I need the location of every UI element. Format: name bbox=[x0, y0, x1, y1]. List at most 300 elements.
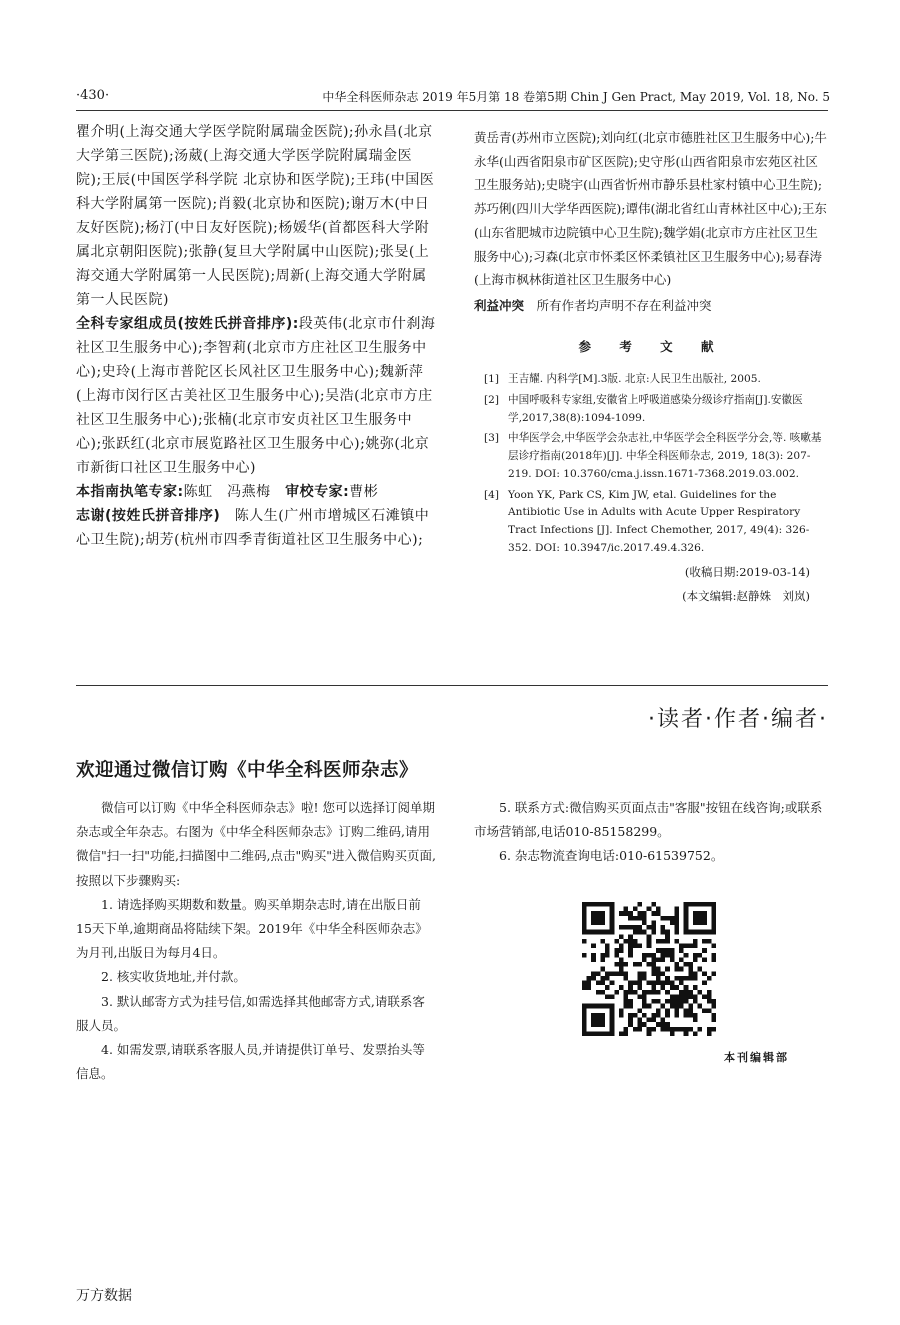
ad-step-4: 4. 如需发票,请联系客服人员,并请提供订单号、发票抬头等信息。 bbox=[76, 1042, 425, 1082]
qr-module bbox=[605, 971, 610, 976]
qr-module bbox=[642, 930, 647, 935]
qr-module bbox=[596, 1022, 601, 1027]
qr-module bbox=[702, 948, 707, 953]
reference-item bbox=[474, 392, 830, 427]
page-number: ·430· bbox=[76, 88, 110, 103]
qr-module bbox=[684, 1027, 689, 1032]
qr-code[interactable] bbox=[582, 902, 716, 1036]
qr-module bbox=[661, 985, 666, 990]
acknowledgements-continued: 黄岳青(苏州市立医院);刘向红(北京市德胜社区卫生服务中心);牛永华(山西省阳泉市矿区医院);史守彤(山西省阳泉市宏苑区社区卫生服务站);史晓宇(山西省忻州市静乐县杜家村镇中心卫生院);苏巧俐(四川大学华西医院);谭伟(湖北省红山青林社区中心);王东(山东省肥城市边院镇中心卫生院);魏学娟(北京市方庄社区卫生服务中心);习森(北京市怀柔区怀柔镇社区卫生服务中心);易春涛(上海市枫林街道社区卫生服务中心) bbox=[474, 130, 827, 288]
qr-module bbox=[596, 902, 601, 907]
qr-module bbox=[656, 981, 661, 986]
qr-module bbox=[651, 1027, 656, 1032]
qr-module bbox=[670, 948, 675, 953]
qr-module bbox=[707, 976, 712, 981]
qr-module bbox=[674, 939, 679, 944]
qr-module bbox=[693, 1031, 698, 1036]
qr-module bbox=[628, 999, 633, 1004]
qr-module bbox=[679, 990, 684, 995]
qr-module bbox=[651, 957, 656, 962]
qr-module bbox=[684, 911, 689, 916]
qr-module bbox=[605, 1031, 610, 1036]
qr-module bbox=[619, 957, 624, 962]
qr-module bbox=[711, 971, 716, 976]
qr-module bbox=[637, 911, 642, 916]
qr-module bbox=[688, 962, 693, 967]
qr-module bbox=[596, 1031, 601, 1036]
qr-module bbox=[707, 990, 712, 995]
qr-module bbox=[610, 907, 615, 912]
qr-module bbox=[633, 925, 638, 930]
thanks-label: 志谢(按姓氏拼音排序) bbox=[76, 508, 221, 524]
qr-module bbox=[605, 902, 610, 907]
qr-module bbox=[684, 930, 689, 935]
qr-module bbox=[587, 981, 592, 986]
qr-module bbox=[651, 981, 656, 986]
authors-line bbox=[76, 480, 436, 504]
qr-module bbox=[591, 1004, 596, 1009]
qr-module bbox=[707, 902, 712, 907]
qr-module bbox=[670, 953, 675, 958]
qr-module bbox=[661, 939, 666, 944]
qr-module bbox=[619, 1008, 624, 1013]
qr-module bbox=[656, 1013, 661, 1018]
qr-module bbox=[642, 1013, 647, 1018]
qr-module bbox=[591, 957, 596, 962]
qr-module bbox=[688, 1004, 693, 1009]
qr-module bbox=[679, 944, 684, 949]
qr-module bbox=[600, 930, 605, 935]
qr-module bbox=[637, 962, 642, 967]
qr-module bbox=[707, 999, 712, 1004]
qr-module bbox=[670, 1031, 675, 1036]
qr-module bbox=[596, 990, 601, 995]
qr-module bbox=[684, 953, 689, 958]
qr-module bbox=[698, 990, 703, 995]
qr-module bbox=[702, 971, 707, 976]
qr-module bbox=[605, 994, 610, 999]
qr-module bbox=[688, 902, 693, 907]
reference-text: Yoon YK, Park CS, Kim JW, etal. Guidelines for the Antibiotic Use in Adults with Acute Upper Respiratory Tract Infections [J]. Infect Chemother, 2017, 49(4): 326-352. DOI: 10.3947/ic.2017.49.4.326. bbox=[508, 488, 810, 554]
qr-module bbox=[605, 1004, 610, 1009]
qr-module bbox=[665, 953, 670, 958]
qr-module bbox=[610, 930, 615, 935]
qr-module bbox=[605, 953, 610, 958]
qr-module bbox=[647, 939, 652, 944]
qr-module bbox=[661, 957, 666, 962]
qr-module bbox=[684, 962, 689, 967]
qr-module bbox=[624, 1027, 629, 1032]
qr-module bbox=[684, 920, 689, 925]
qr-module bbox=[711, 930, 716, 935]
qr-module bbox=[619, 911, 624, 916]
qr-module bbox=[637, 971, 642, 976]
qr-module bbox=[582, 1004, 587, 1009]
qr-module bbox=[711, 1004, 716, 1009]
qr-module bbox=[693, 971, 698, 976]
qr-module bbox=[656, 976, 661, 981]
qr-module bbox=[647, 1031, 652, 1036]
gp-expert-group bbox=[76, 312, 436, 480]
ad-step-3: 3. 默认邮寄方式为挂号信,如需选择其他邮寄方式,请联系客服人员。 bbox=[76, 993, 425, 1033]
qr-module bbox=[651, 925, 656, 930]
qr-module bbox=[665, 948, 670, 953]
reference-text: 王吉耀. 内科学[M].3版. 北京:人民卫生出版社, 2005. bbox=[508, 373, 761, 386]
thanks-text: 陈人生(广州市增城区石滩镇中心卫生院);胡芳(杭州市四季青街道社区卫生服务中心); bbox=[76, 508, 430, 548]
qr-module bbox=[633, 916, 638, 921]
qr-module bbox=[661, 1022, 666, 1027]
qr-module bbox=[698, 902, 703, 907]
qr-module bbox=[628, 981, 633, 986]
ad-title: 欢迎通过微信订购《中华全科医师杂志》 bbox=[76, 760, 419, 781]
qr-module bbox=[711, 999, 716, 1004]
qr-module bbox=[619, 944, 624, 949]
qr-module bbox=[610, 1031, 615, 1036]
qr-module bbox=[624, 999, 629, 1004]
references-title: 参 考 文 献 bbox=[578, 338, 726, 354]
qr-module bbox=[624, 976, 629, 981]
qr-module bbox=[637, 930, 642, 935]
qr-module bbox=[665, 916, 670, 921]
qr-module bbox=[624, 907, 629, 912]
qr-module bbox=[591, 1013, 596, 1018]
qr-module bbox=[619, 985, 624, 990]
qr-module bbox=[596, 1013, 601, 1018]
qr-module bbox=[693, 957, 698, 962]
qr-module bbox=[605, 976, 610, 981]
qr-module bbox=[628, 1018, 633, 1023]
gp-group-label: 全科专家组成员(按姓氏拼音排序): bbox=[76, 316, 299, 332]
left-column bbox=[76, 120, 436, 552]
reference-list bbox=[474, 371, 830, 557]
qr-module bbox=[670, 981, 675, 986]
qr-module bbox=[610, 902, 615, 907]
qr-module bbox=[661, 930, 666, 935]
qr-module bbox=[651, 1018, 656, 1023]
qr-module bbox=[582, 1008, 587, 1013]
qr-module bbox=[674, 907, 679, 912]
qr-module bbox=[600, 920, 605, 925]
reference-text: 中国呼吸科专家组,安徽省上呼吸道感染分级诊疗指南[J].安徽医学,2017,38(8):1094-1099. bbox=[508, 394, 803, 424]
qr-module bbox=[670, 1004, 675, 1009]
qr-module bbox=[651, 990, 656, 995]
qr-module bbox=[661, 948, 666, 953]
qr-module bbox=[628, 1022, 633, 1027]
qr-module bbox=[624, 990, 629, 995]
qr-module bbox=[633, 930, 638, 935]
qr-module bbox=[711, 1027, 716, 1032]
qr-module bbox=[619, 925, 624, 930]
qr-module bbox=[698, 967, 703, 972]
qr-module bbox=[647, 1018, 652, 1023]
qr-module bbox=[665, 1013, 670, 1018]
authors-label: 本指南执笔专家: bbox=[76, 484, 184, 500]
qr-module bbox=[656, 971, 661, 976]
qr-module bbox=[674, 1004, 679, 1009]
qr-module bbox=[698, 1004, 703, 1009]
qr-module bbox=[656, 957, 661, 962]
qr-module bbox=[656, 911, 661, 916]
qr-module bbox=[698, 930, 703, 935]
qr-module bbox=[591, 920, 596, 925]
qr-module bbox=[707, 939, 712, 944]
qr-module bbox=[651, 902, 656, 907]
qr-module bbox=[614, 990, 619, 995]
qr-module bbox=[628, 953, 633, 958]
qr-module bbox=[679, 948, 684, 953]
qr-module bbox=[614, 939, 619, 944]
qr-module bbox=[693, 994, 698, 999]
qr-module bbox=[596, 971, 601, 976]
qr-module bbox=[628, 985, 633, 990]
qr-module bbox=[693, 920, 698, 925]
qr-module bbox=[693, 944, 698, 949]
qr-module bbox=[651, 953, 656, 958]
qr-module bbox=[711, 944, 716, 949]
qr-module bbox=[628, 990, 633, 995]
qr-module bbox=[610, 1013, 615, 1018]
reference-number: [2] bbox=[484, 394, 500, 407]
qr-module bbox=[711, 902, 716, 907]
qr-module bbox=[651, 930, 656, 935]
qr-module bbox=[610, 911, 615, 916]
ad-step-2: 2. 核实收货地址,并付款。 bbox=[101, 969, 246, 985]
qr-module bbox=[702, 994, 707, 999]
reference-number: [4] bbox=[484, 488, 500, 501]
qr-module bbox=[628, 944, 633, 949]
qr-module bbox=[688, 1013, 693, 1018]
qr-module bbox=[642, 971, 647, 976]
page-header bbox=[0, 0, 900, 110]
qr-module bbox=[596, 930, 601, 935]
qr-module bbox=[684, 976, 689, 981]
qr-module bbox=[711, 925, 716, 930]
qr-module bbox=[596, 916, 601, 921]
qr-module bbox=[674, 1027, 679, 1032]
qr-module bbox=[684, 994, 689, 999]
conflict-of-interest bbox=[474, 294, 830, 318]
qr-module bbox=[661, 1018, 666, 1023]
qr-module bbox=[688, 1027, 693, 1032]
qr-module bbox=[628, 1004, 633, 1009]
qr-module bbox=[600, 981, 605, 986]
qr-module bbox=[688, 990, 693, 995]
qr-module bbox=[711, 953, 716, 958]
qr-module bbox=[661, 953, 666, 958]
qr-module bbox=[670, 920, 675, 925]
qr-module bbox=[651, 985, 656, 990]
qr-module bbox=[665, 939, 670, 944]
expert-members-continued: 瞿介明(上海交通大学医学院附属瑞金医院);孙永昌(北京大学第三医院);汤葳(上海交通大学医学院附属瑞金医院);王辰(中国医学科学院 北京协和医学院);王玮(中国医科大学附属第一医院);肖毅(北京协和医院);谢万木(中日友好医院);杨汀(中日友好医院);杨媛华(首都医科大学附属北京朝阳医院);张静(复旦大学附属中山医院);张旻(上海交通大学附属第一人民医院);周新(上海交通大学附属第一人民医院) bbox=[76, 124, 435, 308]
qr-module bbox=[637, 1027, 642, 1032]
reference-item bbox=[474, 430, 830, 483]
qr-module bbox=[711, 957, 716, 962]
ad-logistics-phone: 6. 杂志物流查询电话:010-61539752。 bbox=[499, 848, 724, 864]
qr-module bbox=[693, 953, 698, 958]
qr-module bbox=[614, 962, 619, 967]
coi-label: 利益冲突 bbox=[474, 297, 525, 313]
qr-module bbox=[674, 1013, 679, 1018]
qr-module bbox=[674, 911, 679, 916]
ad-contact: 5. 联系方式:微信购买页面点击"客服"按钮在线咨询;或联系市场营销部,电话010-85158299。 bbox=[474, 800, 823, 840]
qr-module bbox=[633, 944, 638, 949]
qr-module bbox=[637, 985, 642, 990]
acknowledgements bbox=[76, 504, 436, 552]
qr-module bbox=[693, 985, 698, 990]
gp-group-text: 段英伟(北京市什刹海社区卫生服务中心);李智莉(北京市方庄社区卫生服务中心);史玲(上海市普陀区长风社区卫生服务中心);魏新萍(上海市闵行区古美社区卫生服务中心);吴浩(北京市方庄社区卫生服务中心);张楠(北京市安贞社区卫生服务中心);张跃红(北京市展览路社区卫生服务中心);姚弥(北京市新街口社区卫生服务中心) bbox=[76, 316, 436, 476]
qr-module bbox=[647, 981, 652, 986]
qr-module bbox=[707, 930, 712, 935]
qr-module bbox=[688, 976, 693, 981]
qr-module bbox=[600, 916, 605, 921]
qr-module bbox=[674, 967, 679, 972]
qr-module bbox=[647, 907, 652, 912]
qr-module bbox=[628, 948, 633, 953]
qr-module bbox=[596, 981, 601, 986]
qr-module bbox=[587, 930, 592, 935]
qr-module bbox=[614, 953, 619, 958]
qr-module bbox=[693, 911, 698, 916]
article-editors: (本文编辑:赵静姝 刘岚) bbox=[682, 589, 810, 604]
qr-module bbox=[702, 930, 707, 935]
qr-module bbox=[591, 976, 596, 981]
qr-module bbox=[600, 990, 605, 995]
qr-module bbox=[582, 939, 587, 944]
reviewer-label: 审校专家: bbox=[285, 484, 350, 500]
qr-module bbox=[582, 930, 587, 935]
qr-module bbox=[665, 981, 670, 986]
qr-module bbox=[637, 994, 642, 999]
qr-module bbox=[582, 916, 587, 921]
qr-module bbox=[591, 930, 596, 935]
qr-module bbox=[600, 953, 605, 958]
qr-module bbox=[684, 902, 689, 907]
qr-module bbox=[628, 925, 633, 930]
qr-module bbox=[637, 1022, 642, 1027]
qr-module bbox=[647, 944, 652, 949]
qr-module bbox=[610, 916, 615, 921]
qr-module bbox=[684, 1013, 689, 1018]
qr-module bbox=[619, 1013, 624, 1018]
qr-module bbox=[665, 967, 670, 972]
qr-module bbox=[656, 939, 661, 944]
qr-module bbox=[610, 971, 615, 976]
journal-running-header: 中华全科医师杂志 2019 年5月第 18 卷第5期 Chin J Gen Pract, May 2019, Vol. 18, No. 5 bbox=[322, 90, 830, 104]
qr-module bbox=[633, 939, 638, 944]
qr-module bbox=[665, 1022, 670, 1027]
qr-module bbox=[628, 916, 633, 921]
qr-module bbox=[600, 902, 605, 907]
qr-module bbox=[600, 939, 605, 944]
qr-module bbox=[587, 985, 592, 990]
qr-module bbox=[693, 999, 698, 1004]
qr-module bbox=[610, 1008, 615, 1013]
qr-module bbox=[665, 976, 670, 981]
qr-module bbox=[674, 985, 679, 990]
qr-module bbox=[698, 1027, 703, 1032]
qr-module bbox=[605, 985, 610, 990]
qr-module bbox=[624, 1004, 629, 1009]
qr-module bbox=[582, 985, 587, 990]
qr-module bbox=[693, 902, 698, 907]
qr-module bbox=[651, 920, 656, 925]
qr-module bbox=[637, 902, 642, 907]
qr-module bbox=[661, 925, 666, 930]
qr-module bbox=[600, 1031, 605, 1036]
qr-module bbox=[684, 1008, 689, 1013]
qr-module bbox=[693, 939, 698, 944]
qr-module bbox=[642, 957, 647, 962]
qr-module bbox=[656, 1022, 661, 1027]
qr-module bbox=[596, 911, 601, 916]
qr-module bbox=[670, 994, 675, 999]
qr-module bbox=[628, 934, 633, 939]
qr-module bbox=[693, 916, 698, 921]
qr-module bbox=[633, 962, 638, 967]
qr-module bbox=[591, 1022, 596, 1027]
qr-module bbox=[684, 1031, 689, 1036]
qr-module bbox=[605, 948, 610, 953]
qr-module bbox=[698, 911, 703, 916]
qr-module bbox=[698, 920, 703, 925]
qr-module bbox=[642, 920, 647, 925]
qr-module bbox=[674, 920, 679, 925]
ad-intro: 微信可以订购《中华全科医师杂志》啦! 您可以选择订阅单期杂志或全年杂志。右图为《中华全科医师杂志》订购二维码,请用微信"扫一扫"功能,扫描图中二维码,点击"购买"进入微信购买页面,按照以下步骤购买: bbox=[76, 800, 436, 888]
qr-module bbox=[702, 902, 707, 907]
qr-module bbox=[711, 911, 716, 916]
qr-module bbox=[651, 1013, 656, 1018]
section-title: ·读者·作者·编者· bbox=[648, 707, 828, 732]
qr-module bbox=[591, 953, 596, 958]
qr-module bbox=[642, 994, 647, 999]
received-date: (收稿日期:2019-03-14) bbox=[684, 565, 810, 580]
qr-module bbox=[642, 990, 647, 995]
qr-module bbox=[624, 1031, 629, 1036]
qr-module bbox=[582, 981, 587, 986]
qr-module bbox=[684, 944, 689, 949]
qr-module bbox=[582, 911, 587, 916]
reference-number: [1] bbox=[484, 373, 500, 386]
qr-module bbox=[707, 994, 712, 999]
qr-module bbox=[610, 925, 615, 930]
qr-module bbox=[688, 1008, 693, 1013]
qr-module bbox=[610, 1004, 615, 1009]
qr-module bbox=[642, 999, 647, 1004]
qr-module bbox=[642, 953, 647, 958]
qr-module bbox=[702, 981, 707, 986]
qr-module bbox=[637, 976, 642, 981]
qr-module bbox=[679, 994, 684, 999]
qr-module bbox=[688, 971, 693, 976]
reference-number: [3] bbox=[484, 432, 500, 445]
qr-module bbox=[591, 971, 596, 976]
qr-module bbox=[600, 967, 605, 972]
qr-module bbox=[624, 925, 629, 930]
qr-module bbox=[656, 999, 661, 1004]
qr-module bbox=[619, 971, 624, 976]
section-rule bbox=[76, 685, 828, 686]
qr-module bbox=[702, 920, 707, 925]
qr-module bbox=[600, 976, 605, 981]
qr-module bbox=[698, 953, 703, 958]
qr-module bbox=[633, 1027, 638, 1032]
qr-module bbox=[637, 1008, 642, 1013]
qr-module bbox=[651, 971, 656, 976]
qr-module bbox=[633, 981, 638, 986]
qr-module bbox=[656, 967, 661, 972]
qr-module bbox=[647, 1004, 652, 1009]
qr-module bbox=[619, 934, 624, 939]
